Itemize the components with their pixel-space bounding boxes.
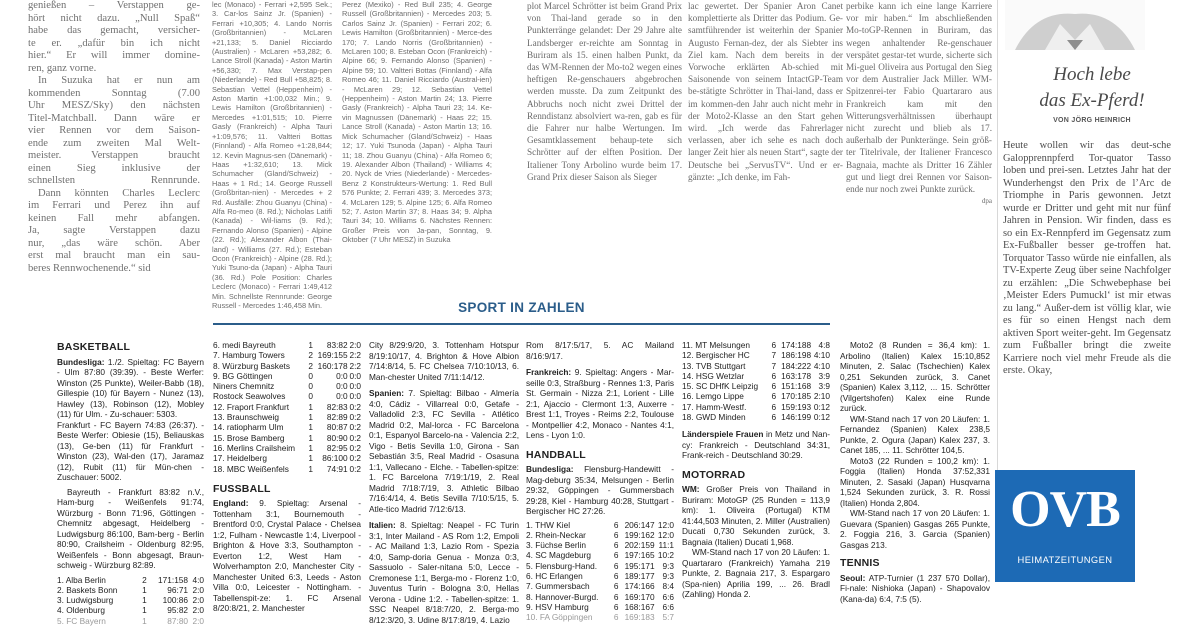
stat-cell: 6 [613, 570, 619, 581]
stat-cell: 1 [308, 401, 314, 412]
table-row [213, 381, 361, 391]
moto3-standings: WM-Stand nach 17 von 20 Läufen: 1. Guevara (Spanien) Gasgas 265 Punkte, 2. Foggia 216, 3. Garcia (Spanien) Gasgas 213. [840, 508, 990, 550]
stat-cell: 6 [613, 560, 619, 571]
stat-cell: 4:10 [813, 350, 830, 361]
stat-cell: 86:100 [322, 453, 348, 464]
kommentar-headline-line-1: Hoch lebe [1053, 64, 1131, 85]
stat-cell: 169:155 [317, 350, 348, 361]
table-row [213, 453, 361, 463]
moto2-article-text-1: plot Marcel Schrötter ist beim Grand Prix von Thai-land gerade so in den Punkterränge gelandet: Der 29 Jahre alte Landsberger er-reichte am Sonntag in Buriram als 15. einen halben Punkt, da das WM-Rennen der Mo-to2 wegen eines heftigen Re-genschauers abgebrochen werden musste. Da zum Zeitpunkt des Abbruchs noch nicht zwei Drittel der Renndistanz absolviert wa-ren, gab es für die Fahrer nur halbe Wertungen. Im Gesamtklassement behaup-tete sich Schrötter auf der elften Position. Der Italiener Tony Arbolino wurde beim 17. Grand Prix dieser Saison als Sieger [527, 1, 682, 182]
section-rule [213, 323, 830, 325]
stat-cell: 1 [308, 422, 314, 433]
tennis-results [840, 573, 990, 605]
team-name: 15. Brose Bamberg [213, 432, 285, 443]
stat-cell: 1 [142, 605, 147, 616]
table-row [526, 612, 674, 622]
team-name: Niners Chemnitz [213, 381, 275, 392]
team-name: 17. Heidelberg [213, 453, 267, 464]
tennis-text: ATP-Turnier (1 237 570 Dollar), Fi-nale: Nishioka (Japan) - Shapovalov (Kana-da) 6:4, 7:5 (5). [840, 572, 990, 604]
fussball-heading: FUSSBALL [213, 482, 271, 495]
ovb-logo-text: OVB [1010, 481, 1120, 538]
stat-cell: 83:82 [326, 340, 348, 350]
fussball-italy [369, 520, 519, 625]
basketball-intro [57, 357, 204, 420]
table-row [526, 592, 674, 602]
motogp-results [682, 484, 830, 547]
table-row [682, 391, 830, 401]
stat-cell: 206:147 [624, 519, 655, 530]
stat-cell: 170:185 [781, 391, 812, 402]
team-name: 7. Hamburg Towers [213, 350, 285, 361]
basketball-heading: BASKETBALL [57, 341, 131, 353]
table-row [526, 571, 674, 581]
article-line: Dann könnten Charles Leclerc [38, 187, 200, 199]
table-row [57, 575, 204, 585]
team-name: 16. Merlins Crailsheim [213, 442, 296, 453]
stat-cell: 0:2 [349, 422, 361, 433]
stat-cell: 2:0 [349, 340, 361, 350]
team-name: 6. HC Erlangen [526, 570, 583, 581]
stat-cell: 0:0 [336, 370, 348, 381]
stat-cell: 2:0 [192, 584, 204, 595]
stat-cell: 2:0 [192, 605, 204, 616]
handball-table-top [526, 520, 674, 623]
team-name: 16. Lemgo Lippe [682, 391, 744, 402]
stat-cell: 4:0 [192, 574, 204, 585]
stat-cell: 0:12 [813, 412, 830, 423]
stat-cell: 1 [142, 615, 147, 626]
table-row [682, 371, 830, 381]
stat-cell: 2:2 [349, 360, 361, 371]
stat-cell: 6 [771, 391, 777, 402]
stat-cell: 11:1 [658, 540, 674, 551]
table-row [213, 464, 361, 474]
team-name: 17. Hamm-Westf. [682, 401, 747, 412]
team-name: 8. Hannover-Burgd. [526, 591, 599, 602]
stat-cell: 2 [308, 350, 314, 361]
article-signature: dpa [981, 197, 992, 206]
kommentar-byline: VON JÖRG HEINRICH [1053, 117, 1131, 124]
stat-cell: 6 [613, 540, 619, 551]
stat-cell: 0:2 [349, 463, 361, 474]
f1-results-column [212, 0, 332, 310]
table-row [213, 340, 361, 350]
stat-cell: 7 [771, 360, 777, 371]
article-line: im Ferrari und Perez ihn auf [28, 200, 200, 211]
stat-cell: 2 [142, 574, 147, 585]
article-line: habe das gemacht, versicher- [28, 25, 200, 36]
table-row [213, 433, 361, 443]
stat-cell: 6 [613, 519, 619, 530]
table-row [213, 350, 361, 360]
f1-standings-column [342, 0, 492, 278]
stat-cell: 146:199 [781, 412, 812, 423]
table-row [57, 585, 204, 595]
table-row [526, 520, 674, 530]
fussball-spain [369, 388, 519, 514]
stat-cell: 8:4 [662, 581, 674, 592]
france-text: 9. Spieltag: Angers - Mar-seille 0:3, Straßburg - Rennes 1:3, Paris St. Germain - Nizza 2:1, Lorient - Lille 2:1, Ajaccio - Clermont 1:3, Auxerre - Brest 1:1, Troyes - Reims 2:2, Toulouse - Montpellier 4:2, Monaco - Nantes 4:1, Lens - Lyon 1:0. [526, 367, 674, 440]
stat-cell: 195:171 [624, 560, 655, 571]
table-row [526, 540, 674, 550]
article-column-1 [28, 0, 200, 282]
stat-cell: 6:6 [662, 601, 674, 612]
stat-cell: 2:10 [813, 391, 830, 402]
stat-cell: 6 [771, 412, 777, 423]
england-table-continued: City 8/29:9/20, 3. Tottenham Hotspur 8/19:10/17, 4. Brighton & Hove Albion 7/14:8/14, 5. FC Chelsea 7/10:10/13, 6. Man-chester United 7/11:14/12. [369, 340, 519, 382]
stat-cell: 184:222 [781, 360, 812, 371]
team-name: 9. HSV Hamburg [526, 601, 589, 612]
article-line: nur, „das wäre schön. Aber [28, 237, 200, 249]
moto2-standings: WM-Stand nach 17 von 20 Läufen: 1. Fernandez (Spanien) Kalex 238,5 Punkte, 2. Ogura (Japan) Kalex 237, 3. Canet 185, ... 11. Schrötter 104,5. [840, 413, 990, 455]
england-lead: England: [213, 498, 249, 509]
table-row [682, 402, 830, 412]
handball-frauen [682, 429, 830, 461]
france-lead: Frankreich: [526, 367, 572, 377]
england-text: 9. Spieltag: Arsenal - Tottenham 3:1, Bournemouth - Brentford 0:0, Crystal Palace - Chelsea 1:2, Fulham - Newcastle 1:4, Liverpool - Brighton & Hove 3:3, Southampton - Everton 1:2, West Ham - Wolverhampton 2:0, Manchester City - Manchester United 6:3, Leeds - Aston Villa 0:0, Leicester - Nottingham. - Tabellenspit-ze: 1. FC Arsenal 8/20:8/21, 2. Manchester [213, 498, 361, 614]
stat-cell: 9:3 [662, 570, 674, 581]
basketball-fussball-column [213, 340, 361, 614]
stat-cell: 12:0 [657, 529, 674, 540]
basketball-intro-text: 1./2. Spieltag: FC Bayern - Ulm 87:80 (39:39). - Beste Werfer: Winston (25 Punkte), Weiler-Babb (18), Gillespie (10) für Bayern - Nunez (13), Hawley (13), Robinson (12), Mobley (11) für Ulm. - Zu-schauer: 5303. [57, 356, 204, 419]
stat-cell: 2 [308, 360, 314, 371]
stat-cell: 2:0 [192, 595, 204, 606]
article-line: kommenden Sonntag (7.00 [28, 87, 200, 99]
table-row [213, 443, 361, 453]
team-name: 18. GWD Minden [682, 412, 746, 423]
stat-cell: 6 [613, 601, 619, 612]
stat-cell: 95:82 [167, 605, 189, 616]
team-name: 12. Fraport Frankfurt [213, 401, 290, 412]
article-line: ren, ganz vorne. [28, 62, 97, 74]
kommentar-headline-line-2: das Ex-Pferd! [1039, 90, 1145, 111]
stat-cell: 80:90 [326, 432, 348, 443]
table-row [682, 361, 830, 371]
team-name: 13. Braunschweig [213, 412, 279, 423]
author-portrait [1005, 0, 1145, 50]
stat-cell: 6 [613, 591, 619, 602]
article-line: te er. „dafür bin ich nicht [28, 37, 200, 49]
team-name: 3. Ludwigsburg [57, 595, 114, 606]
stat-cell: 199:162 [624, 529, 655, 540]
table-row [213, 371, 361, 381]
kommentar-text: Heute wollen wir das deut-sche Galopprennpferd Tor-quator Tasso loben und prei-sen. Letztes Jahr hat der Wunderhengst den Prix de l’Arc de Triomphe in Paris gewonnen. Jetzt wurde er Dritter und geht mit nur fünf Jahren in Pension. Wir finden, dass es so ein Ex-Rennpferd im Gegensatz zum Ex-Fußballer besser ge-troffen hat. Torquator Tasso würde nie einfallen, als TV-Experte Zeug über seine Nachfolger zu erzählen: „Die Schwebephase bei ‚Meister Eders Pumuckl‘ ist mir etwas zu lang.“ Außer-dem ist völlig klar, wie es für so einen Hengst nach dem aktiven Sport weiter-geht. Im Gegensatz zum Fußballer bringt die zweite Karriere noch viel mehr Freude als die erste. Okay, [1003, 140, 1172, 376]
team-name: 9. BG Göttingen [213, 370, 273, 381]
stat-cell: 0:2 [349, 412, 361, 423]
frauen-text: in Metz und Nan-cy: Frankreich - Deutschland 34:31, Frank-reich - Deutschland 30:29. [682, 429, 830, 461]
stat-cell: 174:188 [781, 340, 812, 350]
stat-cell: 1 [308, 453, 314, 464]
stat-cell: 6 [613, 581, 619, 592]
stat-cell: 0:0 [349, 370, 361, 381]
motogp-standings: WM-Stand nach 17 von 20 Läufen: 1. Quartararo (Frankreich) Yamaha 219 Punkte, 2. Bagnaia 217, 3. Espargaro (Spa-nien) Aprilia 199, ... 26. Bradl (Zahling) Honda 2. [682, 547, 830, 600]
stat-cell: 12:0 [657, 519, 674, 530]
moto3-results: Moto3 (22 Runden = 100,2 km): 1. Foggia (Italien) Honda 37:52,331 Minuten, 2. Sasaki (Japan) Husqvarna 1,524 Sekunden zurück, 3. R. Rossi (Italien) Honda 2,804. [840, 455, 990, 508]
team-name: 15. SC DHfK Leipzig [682, 381, 759, 392]
stat-cell: 197:165 [624, 550, 655, 561]
article-text-lines [28, 0, 200, 275]
stat-cell: 100:86 [162, 595, 189, 606]
stat-cell: 2:0 [192, 615, 204, 626]
team-name: 5. FC Bayern [57, 615, 106, 626]
stat-cell: 0:0 [336, 391, 348, 402]
stat-cell: 0 [308, 381, 314, 392]
stat-cell: 82:89 [326, 412, 348, 423]
basketball-intro-lead: Bundesliga: [57, 356, 105, 367]
stat-cell: 6 [613, 529, 619, 540]
stat-cell: 5:7 [662, 612, 674, 623]
stat-cell: 6 [613, 550, 619, 561]
stat-cell: 0:12 [813, 401, 830, 412]
stat-cell: 202:159 [624, 540, 655, 551]
table-row [213, 361, 361, 371]
f1-results-text: lec (Monaco) - Ferrari +2,595 Sek.; 3. Car-los Sainz Jr. (Spanien) - Ferrari +10,305; 4. Lando Norris (Großbritannien) - McLaren +21,133; 5. Daniel Ricciardo (Australien) - McLaren +53,282; 6. Lance Stroll (Kanada) - Aston Martin +56,330; 7. Max Verstap-pen (Niederlande) - Red Bull +58,825; 8. Sebastian Vettel (Heppenheim) - Aston Martin +1:00,032 Min.; 9. Lewis Hamilton (Großbritannien) - Mercedes +1:01,515; 10. Pierre Gasly (Frankreich) - Alpha Tauri +1:09,576; 11. Valtteri Bottas (Finnland) - Alfa Romeo +1:28,844; 12. Kevin Magnus-sen (Dänemark) - Haas +1:32,610; 13. Mick Schumacher (Gland/Schweiz) - Haas + 1 Rd.; 14. George Russell (Großbritan-nien) - Mercedes + 2 Rd. Ausfälle: Zhou Guanyu (China) - Alfa Ro-meo (8. Rd.); Nicholas Latifi (Kanada) - Wil-liams (9. Rd.); Fernando Alonso (Spanien) - Alpine (22. Rd.); Alexander Albon (Thai-land) - Williams (27. Rd.); Esteban Ocon (Frankreich) - Alpine (28. Rd.); Yuki Tsuno-da (Japan) - Alpha Tauri (36. Rd.) Pole Position: Charles Leclerc (Monaco) - Ferrari 1:49,412 Min. Schnellste Rennrunde: George Russell - Mercedes 1:46,458 Min. [212, 0, 332, 310]
team-name: 4. Oldenburg [57, 605, 105, 616]
team-name: 3. Füchse Berlin [526, 540, 586, 551]
stat-cell: 1 [142, 584, 147, 595]
table-row [682, 340, 830, 350]
kommentar-text-column [1003, 140, 1171, 466]
team-name: 2. Rhein-Neckar [526, 529, 586, 540]
handball-lead: Bundesliga: [526, 464, 574, 474]
team-name: 14. ratiopharm Ulm [213, 422, 284, 433]
stat-cell: 6 [771, 381, 777, 392]
tennis-heading: TENNIS [840, 557, 880, 569]
handball-table-bottom [682, 340, 830, 422]
f1-standings-text: Perez (Mexiko) - Red Bull 235; 4. George Russell (Großbritannien) - Mercedes 203; 5. Carlos Sainz Jr. (Spanien) - Ferrari 202; 6. Lewis Hamilton (Großbritannien) - Merce-des 170; 7. Lando Norris (Großbritannien) - McLaren 100; 8. Esteban Ocon (Frankreich) - Alpine 66; 9. Fernando Alonso (Spanien) - Alpine 59; 10. Valtteri Bottas (Finnland) - Alfa Romeo 46; 11. Daniel Ricciardo (Austral-ien) - McLaren 29; 12. Sebastian Vettel (Heppenheim) - Aston Martin 24; 13. Pierre Gasly (Frankreich) - Alpha Tauri 23; 14. Ke-vin Magnussen (Dänemark) - Haas 22; 15. Lance Stroll (Kanada) - Aston Martin 13; 16. Mick Schumacher (Gland/Schweiz) - Haas 12; 17. Yuki Tsunoda (Japan) - Alpha Tauri 11; 18. Zhou Guanyu (China) - Alfa Romeo 6; 19. Alexander Albon (Thailand) - Williams 4; 20. Nyck de Vries (Niederlande) - Mercedes-Benz 2 Konstrukteurs-Wertung: 1. Red Bull 576 Punkte; 2. Ferrari 439; 3. Mercedes 373; 4. McLaren 129; 5. Alpine 125; 6. Alfa Romeo 52; 7. Aston Martin 37; 8. Haas 34; 9. Alpha Tauri 34; 10. Williams 6. Nächstes Rennen: Großer Preis von Ja-pan, Sonntag, 9. Oktober (7 Uhr MESZ) in Suzuka [342, 0, 492, 245]
section-title: SPORT IN ZAHLEN [458, 300, 585, 315]
handball-motorrad-column [682, 340, 830, 600]
basketball-paragraph-2: Frankfurt - FC Bayern 74:83 (26:37). - Beste Werfer: Obiesie (15), Beliauskas (13), Ge-ben (11) für Frankfurt - Winston (23), Wal-den (17), Jaramaz (12), Rubit (11) für Mün-chen - Zuschauer: 5002. [57, 419, 204, 482]
table-row [682, 381, 830, 391]
stat-cell: 82:95 [326, 442, 348, 453]
team-name: Rostock Seawolves [213, 391, 286, 402]
table-row [213, 412, 361, 422]
stat-cell: 159:193 [781, 401, 812, 412]
article-line: einen Sieg inklusive der [28, 162, 200, 174]
article-line: schnellsten Rennrunde. [28, 175, 200, 186]
stat-cell: 186:198 [781, 350, 812, 361]
stat-cell: 0:0 [349, 381, 361, 392]
table-row [526, 561, 674, 571]
article-line: ende zum zweiten Mal Welt- [28, 137, 200, 149]
table-row [526, 530, 674, 540]
frauen-lead: Länderspiele Frauen [682, 429, 764, 440]
spain-lead: Spanien: [369, 388, 405, 398]
team-name: 6. medi Bayreuth [213, 340, 276, 350]
stat-cell: 82:83 [326, 401, 348, 412]
kommentar-divider [997, 0, 998, 470]
article-line: meister. Verstappen braucht [28, 150, 200, 161]
fussball-france [526, 367, 674, 441]
wm-text: Großer Preis von Thailand in Buriram: MotoGP (25 Runden = 113,9 km): 1. Oliveira (Portugal) KTM 41:44,503 Minuten, 2. Miller (Australien) Ducati 0,730 Sekunden zurück, 3. Bagnaia (Italien) Ducati 1,968. [682, 484, 830, 547]
table-row [57, 605, 204, 615]
stat-cell: 0:2 [349, 401, 361, 412]
fussball-handball-column [526, 340, 674, 623]
table-row [57, 595, 204, 605]
stat-cell: 74:91 [326, 463, 348, 474]
table-row [682, 412, 830, 422]
article-line: Uhr MESZ/Sky) den nächsten [28, 100, 200, 111]
stat-cell: 6 [771, 370, 777, 381]
article-line: erst mal braucht man ein sau- [28, 250, 200, 261]
table-row [57, 616, 204, 626]
stat-cell: 1 [308, 340, 314, 350]
stat-cell: 171:158 [158, 574, 189, 585]
team-name: 1. Alba Berlin [57, 574, 106, 585]
team-name: 4. SC Magdeburg [526, 550, 592, 561]
stat-cell: 169:183 [624, 612, 655, 623]
team-name: 1. THW Kiel [526, 519, 571, 530]
moto2-article-column-3 [846, 0, 992, 278]
stat-cell: 10:2 [657, 550, 674, 561]
stat-cell: 189:177 [624, 570, 655, 581]
italy-lead: Italien: [369, 520, 396, 530]
stat-cell: 1 [308, 442, 314, 453]
stat-cell: 4:10 [813, 360, 830, 371]
stat-cell: 0 [308, 370, 314, 381]
handball-text: Flensburg-Handewitt - Mag-deburg 35:34, Melsungen - Berlin 29:32, Göppingen - Gummersbach 29:28, Kiel - Hamburg 40:28, Stuttgart - Bergischer HC 27:26. [526, 464, 674, 516]
italy-table-continued: Rom 8/17:5/17, 5. AC Mailand 8/16:9/17. [526, 340, 674, 361]
table-row [526, 602, 674, 612]
stat-cell: 6 [771, 340, 777, 350]
team-name: 12. Bergischer HC [682, 350, 750, 361]
stat-cell: 6 [613, 612, 619, 623]
moto2-article-text-2: lac gewertet. Der Spanier Aron Canet komplettierte als Dritter das Podium. Ge-samtführender ist weiterhin der Spanier Augusto Fernan-dez, der als Siebter ins Ziel kam. Nach dem bereits in der Vorwoche erklärten Ab-schied mit Saisonende von seinem IntactGP-Team be-stätigte Schrötter in Thai-land, dass er im kommen-den Jahr auch nicht mehr in der Moto2-Klasse an den Start gehen wird. „Ich werde das Fahrerlager verlassen, aber ich sehe es nach doch langer Zeit hier als neuen Start“, sagte der Deutsche bei „ServusTV“. Und er er-gänzte: „Ich denke, im Fah- [688, 1, 843, 182]
team-name: 2. Baskets Bonn [57, 584, 118, 595]
table-row [526, 550, 674, 560]
stat-cell: 160:178 [317, 360, 348, 371]
article-line: Titel-Matchball. Dann wäre er [28, 112, 200, 124]
kommentar-headline [1002, 62, 1182, 114]
stat-cell: 3:9 [818, 381, 830, 392]
article-line: In Suzuka hat er nun am [38, 75, 200, 86]
table-row [213, 402, 361, 412]
team-name: 5. Flensburg-Hand. [526, 560, 598, 571]
ovb-logo[interactable] [995, 470, 1135, 582]
stat-cell: 174:166 [624, 581, 655, 592]
stat-cell: 6 [771, 401, 777, 412]
team-name: 13. TVB Stuttgart [682, 360, 746, 371]
table-row [682, 350, 830, 360]
wm-lead: WM: [682, 484, 700, 495]
table-row [213, 422, 361, 432]
stat-cell: 1 [308, 463, 314, 474]
stat-cell: 80:87 [326, 422, 348, 433]
tennis-lead: Seoul: [840, 572, 866, 583]
stat-cell: 87:80 [167, 615, 189, 626]
stat-cell: 163:178 [781, 370, 812, 381]
handball-heading: HANDBALL [526, 448, 586, 461]
fussball-column-2 [369, 340, 519, 625]
stat-cell: 96:71 [167, 584, 189, 595]
stat-cell: 6:6 [662, 591, 674, 602]
fussball-england [213, 498, 361, 614]
team-name: 14. HSG Wetzlar [682, 370, 745, 381]
table-row [213, 391, 361, 401]
basketball-paragraph-3: Bayreuth - Frankfurt 83:82 n.V., Ham-burg - Weißenfels 91:74, Würzburg - Bonn 71:96, Göttingen - Chemnitz abgesagt, Heidelberg - Ludwigsburg 86:100, Bam-berg - Berlin 80:90, Crailsheim - Oldenburg 82:95, Weißenfels - Bonn abgesagt, Braun-schweig - Würzburg 82:89. [57, 486, 204, 570]
article-line: vier Rennen vor dem Saison- [28, 125, 200, 136]
moto2-results: Moto2 (8 Runden = 36,4 km): 1. Arbolino (Italien) Kalex 15:10,852 Minuten, 2. Salac (Tschechien) Kalex 0,251 Sekunden zurück, 3. Canet (Spanien) Kalex 3,112, ... 15. Schrötter (Vilgertshofen) Kalex eine Runde zurück. [840, 340, 990, 413]
stat-cell: 0:2 [349, 442, 361, 453]
stat-cell: 1 [308, 432, 314, 443]
moto2-article-column-2 [688, 0, 843, 278]
stat-cell: 151:168 [781, 381, 812, 392]
team-name: 18. MBC Weißenfels [213, 463, 289, 474]
stat-cell: 0:2 [349, 432, 361, 443]
handball-results [526, 464, 674, 517]
moto2-article-column-1 [527, 0, 682, 278]
team-name: 11. MT Melsungen [682, 340, 750, 350]
stat-cell: 1 [142, 595, 147, 606]
ovb-logo-subtitle: HEIMATZEITUNGEN [1017, 554, 1113, 565]
table-row [526, 581, 674, 591]
moto2-article-text-3: perbike kann ich eine lange Karriere vor mir haben.“ Im abschließenden Mo-toGP-Rennen in Buriram, das wegen anhaltender Re-genschauer verspätet gestar-tet wurde, sicherte sich Mi-guel Oliveira aus Portugal den Sieg vor dem Australier Jack Miller. WM-Spitzenrei-ter Fabio Quartararo aus Frankreich kam mit den Witterungsverhältnissen überhaupt nicht zurecht und blieb als 17. außerhalb der Punkteränge. Sein größ-ter Titelrivale, der Italiener Francesco Bagnaia, machte als Dritter 16 Zähler gut und liegt drei Rennen vor Saison-ende nur noch zwei Punkte zurück. [846, 1, 992, 195]
article-line: genießen – Verstappen ge- [28, 0, 200, 11]
stat-cell: 168:167 [624, 601, 655, 612]
stat-cell: 169:170 [624, 591, 655, 602]
spain-text: 7. Spieltag: Bilbao - Almería 4:0, Cádiz - Villarreal 0:0, Getafe - Valladolid 2:3, FC Sevilla - Atlético Madrid 0:2, Mal-lorca - FC Barcelona 0:1, Espanyol Barcelo-na - Valencia 2:2, Vigo - Betis Sevilla 1:0, Girona - San Sebastián 3:5, Real Madrid - Osasuna 1:1, Vallecano - Elche. - Tabellen-spitze: 1. FC Barcelona 7/19:1/19, 2. Real Madrid 7/18:7/19, 3. Athletic Bilbao 7/16:4/14, 4. Betis Sevilla 7/10:5/15, 5. Atle-tico Madrid 7/12:6/13. [369, 388, 519, 514]
stat-cell: 7 [771, 350, 777, 361]
motorrad-tennis-column [840, 340, 990, 604]
basketball-table-top [57, 575, 204, 626]
stat-cell: 9:3 [662, 560, 674, 571]
stat-cell: 0:2 [349, 453, 361, 464]
team-name: 10. FA Göppingen [526, 612, 593, 623]
basketball-column [57, 340, 204, 626]
article-line: hört nicht dazu. „Null Spaß“ [28, 12, 200, 24]
stat-cell: 3:9 [818, 370, 830, 381]
article-line: beres Rennwochenende.“ sid [28, 262, 151, 274]
stat-cell: 1 [308, 412, 314, 423]
italy-text: 8. Spieltag: Neapel - FC Turin 3:1, Inter Mailand - AS Rom 1:2, Empoli - AC Mailand 1:3, Lazio Rom - Spezia 4:0, Samp-doria Genua - Monza 0:3, Sassuolo - Saler-nitana 5:0, Lecce - Cremonese 1:1, Berga-mo - Florenz 1:0, Juventus Turin - Bologna 3:0, Hellas Verona - Udine 1:2. - Tabellen-spitze: 1. SSC Neapel 8/18:7/20, 2. Berga-mo 8/12:3/20, 3. Udine 8/17:8/19, 4. Lazio [369, 520, 519, 625]
stat-cell: 0:0 [349, 391, 361, 402]
stat-cell: 0 [308, 391, 314, 402]
article-line: Ja, sagte Verstappen dazu [28, 225, 200, 236]
team-name: 8. Würzburg Baskets [213, 360, 291, 371]
basketball-table-bottom [213, 340, 361, 474]
article-line: hier.“ Er will immer domine- [28, 50, 200, 61]
article-line: keinen Fall mehr abfangen. [28, 212, 200, 224]
motorrad-heading: MOTORRAD [682, 468, 746, 481]
stat-cell: 0:0 [336, 381, 348, 392]
stat-cell: 2:2 [349, 350, 361, 361]
stat-cell: 4:8 [818, 340, 830, 350]
team-name: 7. Gummersbach [526, 581, 590, 592]
